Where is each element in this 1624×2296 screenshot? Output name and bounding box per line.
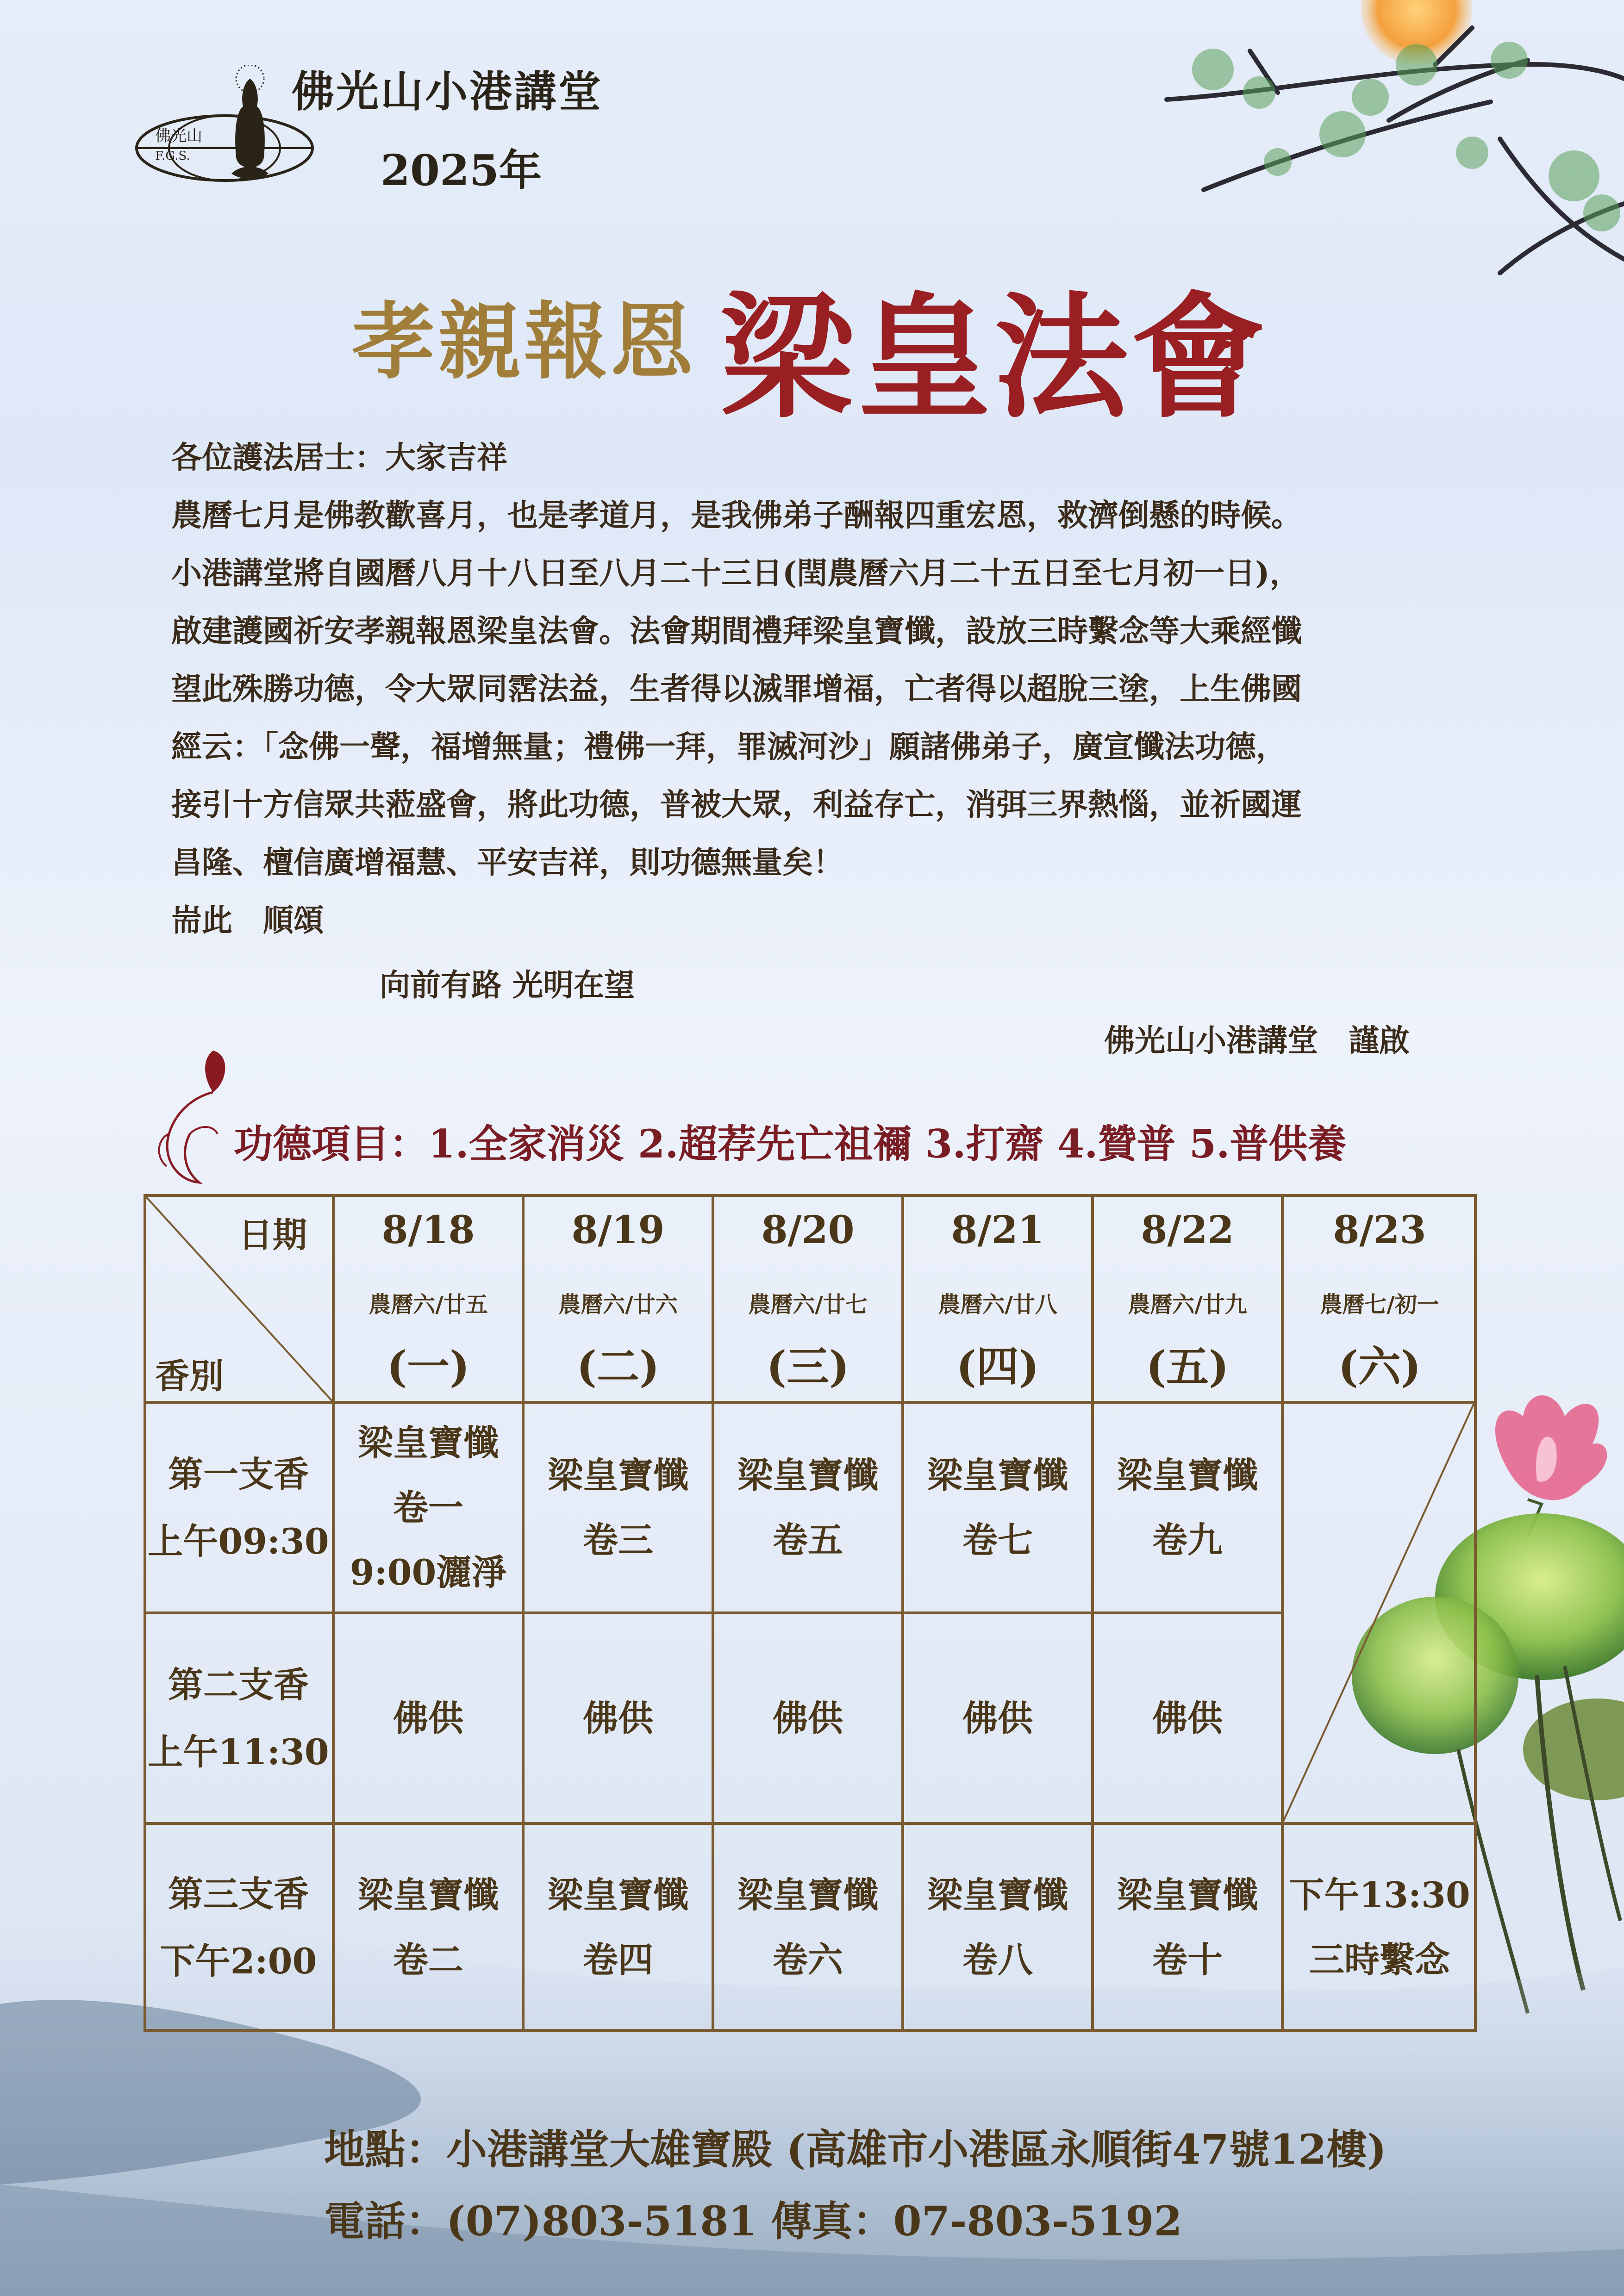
letter-line: 小港講堂將自國曆八月十八日至八月二十三日(閏農曆六月二十五日至七月初一日)， [171, 555, 1300, 591]
cell-line: 梁皇寶懺 [358, 1422, 499, 1463]
col-date: 8/22 [1141, 1208, 1234, 1252]
cell-line: 佛供 [962, 1697, 1033, 1739]
col-date: 8/23 [1333, 1208, 1426, 1252]
row-name: 第三支香 [168, 1873, 309, 1915]
row-time: 下午2:00 [160, 1941, 317, 1982]
year-label: 2025年 [381, 145, 542, 195]
schedule-cell [713, 1402, 903, 1613]
cell-line: 佛供 [583, 1697, 653, 1739]
org-name: 佛光山小港講堂 [292, 67, 603, 117]
address: 地點：小港講堂大雄寶殿 (高雄市小港區永順街47號12樓) [324, 2125, 1387, 2173]
phone-fax: 電話：(07)803-5181 傳真：07-803-5192 [324, 2197, 1182, 2245]
row-name: 第一支香 [168, 1453, 309, 1495]
cell-line: 梁皇寶懺 [1117, 1454, 1258, 1496]
cell-line: 梁皇寶懺 [548, 1874, 688, 1916]
cell-line: 卷五 [773, 1519, 843, 1561]
cell-line: 卷八 [962, 1939, 1033, 1980]
logo-text-en: F.G.S. [155, 149, 190, 163]
blossom-decoration [1192, 42, 1620, 231]
col-date: 8/19 [571, 1208, 665, 1252]
letter-line: 經云：「念佛一聲，福增無量；禮佛一拜，罪滅河沙」願諸佛弟子，廣宣懺法功德， [171, 728, 1287, 765]
cell-line: 梁皇寶懺 [358, 1874, 499, 1916]
schedule-cell [523, 1613, 713, 1823]
row-head [144, 1823, 333, 2032]
schedule-cell [1282, 1823, 1477, 2032]
letter-line: 昌隆、檀信廣增福慧、平安吉祥，則功德無量矣！ [171, 844, 843, 880]
col-weekday: (二) [576, 1342, 660, 1392]
cell-line: 梁皇寶懺 [1117, 1874, 1258, 1916]
col-weekday: (四) [956, 1342, 1039, 1392]
cell-line: 9:00灑淨 [350, 1551, 507, 1593]
corner-date-label: 日期 [238, 1215, 307, 1255]
col-weekday: (一) [387, 1342, 470, 1392]
schedule-cell [713, 1613, 903, 1823]
cell-line: 卷七 [962, 1519, 1033, 1561]
letter-line: 啟建護國祈安孝親報恩梁皇法會。法會期間禮拜梁皇寶懺，設放三時繫念等大乘經懺 [171, 613, 1302, 649]
row-head [144, 1613, 333, 1823]
letter-line: 耑此 順頌 [171, 902, 324, 938]
schedule-cell [1093, 1823, 1282, 2032]
title-part1: 孝親報恩 [352, 293, 697, 391]
letter-line: 接引十方信眾共蒞盛會，將此功德，普被大眾，利益存亡，消弭三界熱惱，並祈國運 [171, 786, 1302, 822]
fgs-logo [132, 65, 317, 194]
col-lunar: 農曆六/廿七 [748, 1292, 868, 1318]
cell-line: 卷一 [393, 1487, 463, 1528]
col-lunar: 農曆六/廿九 [1128, 1292, 1247, 1318]
letter-line: 各位護法居士：大家吉祥 [171, 439, 507, 475]
col-date: 8/20 [761, 1208, 855, 1252]
cell-line: 下午13:30 [1289, 1874, 1470, 1916]
cell-line: 卷三 [583, 1519, 653, 1561]
col-weekday: (三) [766, 1342, 849, 1392]
cell-line: 梁皇寶懺 [927, 1454, 1068, 1496]
schedule-cell [523, 1402, 713, 1613]
cell-line: 梁皇寶懺 [548, 1454, 688, 1496]
schedule-cell [903, 1402, 1093, 1613]
cell-line: 佛供 [1152, 1697, 1223, 1739]
corner-incense-label: 香別 [155, 1356, 224, 1396]
schedule-cell [333, 1402, 523, 1613]
cell-line: 梁皇寶懺 [737, 1874, 878, 1916]
cell-line: 卷二 [393, 1939, 463, 1980]
row-time: 上午09:30 [148, 1520, 329, 1562]
col-date: 8/18 [381, 1208, 475, 1252]
motto: 向前有路 光明在望 [380, 967, 635, 1003]
row-name: 第二支香 [168, 1664, 309, 1705]
schedule-cell [333, 1613, 523, 1823]
col-weekday: (五) [1146, 1342, 1229, 1392]
cell-line: 佛供 [393, 1697, 463, 1739]
schedule-table [144, 1194, 1477, 2032]
cell-line: 梁皇寶懺 [737, 1454, 878, 1496]
merit-items: 功德項目：1.全家消災 2.超荐先亡祖禰 3.打齋 4.贊普 5.普供養 [234, 1121, 1347, 1167]
schedule-cell [333, 1823, 523, 2032]
cell-line: 卷六 [773, 1939, 843, 1980]
col-lunar: 農曆七/初一 [1320, 1292, 1439, 1318]
schedule-cell [713, 1823, 903, 2032]
schedule-cell [523, 1823, 713, 2032]
cell-line: 卷十 [1152, 1939, 1223, 1980]
cell-line: 三時繫念 [1309, 1939, 1450, 1980]
cell-line: 梁皇寶懺 [927, 1874, 1068, 1916]
col-date: 8/21 [951, 1208, 1044, 1252]
schedule-cell [1093, 1402, 1282, 1613]
logo-text-cn: 佛光山 [155, 127, 202, 145]
cell-line: 卷九 [1152, 1519, 1223, 1561]
cell-line: 佛供 [773, 1697, 843, 1739]
schedule-cell [903, 1823, 1093, 2032]
col-lunar: 農曆六/廿六 [558, 1292, 678, 1318]
row-time: 上午11:30 [148, 1731, 329, 1773]
schedule-cell [903, 1613, 1093, 1823]
col-weekday: (六) [1338, 1342, 1421, 1392]
col-lunar: 農曆六/廿八 [938, 1292, 1057, 1318]
title-part2: 梁皇法會 [720, 279, 1268, 436]
col-lunar: 農曆六/廿五 [369, 1292, 488, 1318]
cell-line: 卷四 [583, 1939, 653, 1980]
signature: 佛光山小港講堂 謹啟 [1104, 1022, 1410, 1058]
schedule-cell [1093, 1613, 1282, 1823]
letter-line: 望此殊勝功德，令大眾同霑法益，生者得以滅罪增福，亡者得以超脫三塗，上生佛國 [171, 671, 1302, 707]
row-head [144, 1402, 333, 1613]
branch-decoration [1167, 28, 1624, 273]
letter-line: 農曆七月是佛教歡喜月，也是孝道月，是我佛弟子酬報四重宏恩，救濟倒懸的時候。 [171, 497, 1302, 533]
